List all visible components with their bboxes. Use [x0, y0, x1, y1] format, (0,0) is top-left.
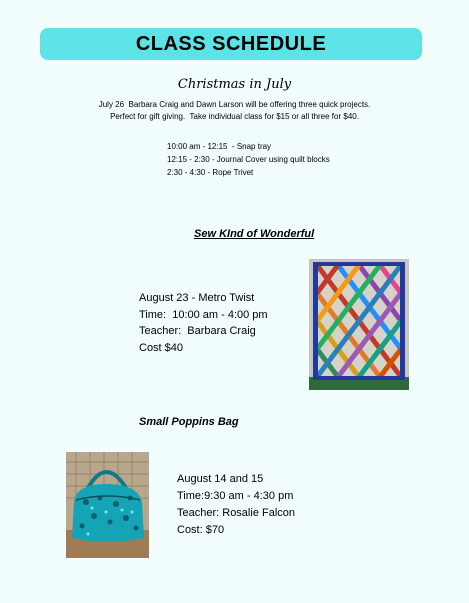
detail-line: Teacher: Rosalie Falcon — [177, 507, 296, 519]
christmas-desc-line-1: July 26 Barbara Craig and Dawn Larson will be offering three quick projects. — [98, 100, 371, 109]
detail-line: Time: 10:00 am - 4:00 pm — [139, 308, 268, 321]
poppins-bag-details — [177, 471, 295, 539]
christmas-in-july-heading: Christmas in July — [177, 77, 292, 92]
page-title: CLASS SCHEDULE — [135, 32, 327, 55]
detail-line: August 23 - Metro Twist — [139, 292, 255, 304]
small-poppins-heading: Small Poppins Bag — [139, 416, 239, 428]
detail-line: Time:9:30 am - 4:30 pm — [177, 490, 294, 502]
detail-line: Cost $40 — [139, 341, 184, 354]
metro-twist-quilt-photo — [309, 259, 409, 390]
title-banner — [40, 28, 422, 60]
schedule-item: 2:30 - 4:30 - Rope Trivet — [167, 168, 254, 177]
christmas-schedule — [167, 140, 330, 179]
metro-twist-details — [139, 290, 268, 356]
christmas-description — [0, 99, 469, 123]
poppins-bag-photo — [66, 452, 149, 558]
detail-line: Cost: $70 — [177, 524, 225, 536]
schedule-item: 10:00 am - 12:15 - Snap tray — [167, 142, 272, 151]
schedule-item: 12:15 - 2:30 - Journal Cover using quilt blocks — [167, 155, 330, 164]
sew-kind-heading: Sew KInd of Wonderful — [194, 228, 315, 240]
detail-line: Teacher: Barbara Craig — [139, 325, 256, 337]
christmas-desc-line-2: Perfect for gift giving. Take individual class for $15 or all three for $40. — [110, 112, 359, 121]
detail-line: August 14 and 15 — [177, 473, 264, 485]
